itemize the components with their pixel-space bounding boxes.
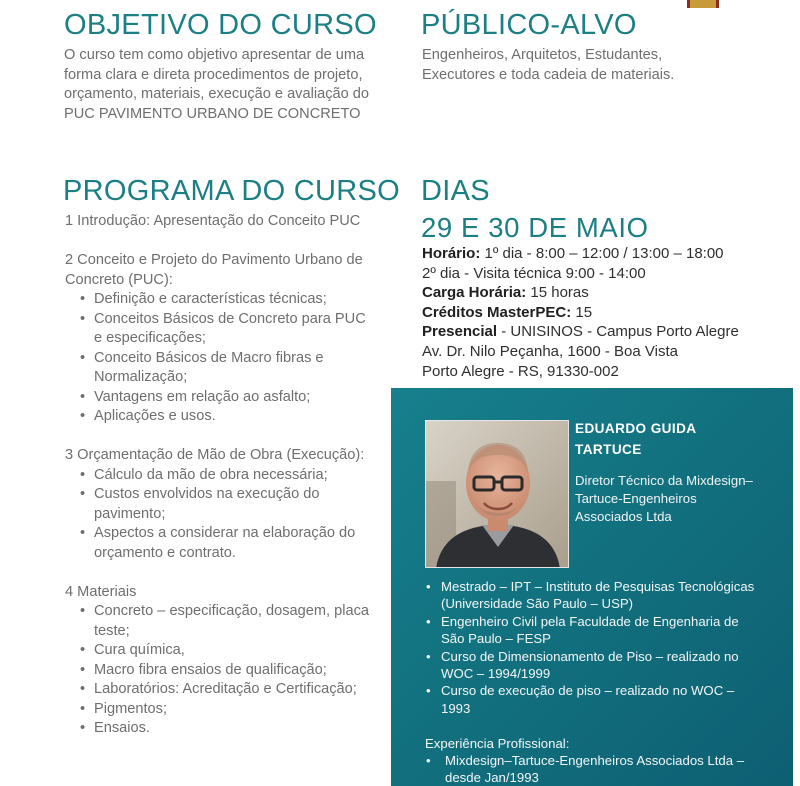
- program-item: • Aplicações e usos.: [65, 407, 375, 427]
- presencial-label: Presencial: [422, 323, 498, 341]
- program-section: [65, 446, 375, 563]
- bookmark-ribbon-icon: [687, 0, 719, 8]
- presencial-value: - UNISINOS - Campus Porto Alegre: [497, 323, 739, 341]
- presencial-line: [422, 322, 739, 342]
- dias-heading: DIAS: [421, 175, 490, 207]
- instructor-portrait-image: [426, 421, 569, 568]
- objetivo-heading: OBJETIVO DO CURSO: [64, 9, 377, 41]
- address-line-1: Av. Dr. Nilo Peçanha, 1600 - Boa Vista: [422, 342, 678, 360]
- credential-item: • Mestrado – IPT – Instituto de Pesquisas Tecnológicas (Universidade São Paulo – USP): [425, 578, 765, 613]
- experience-item: • Mixdesign–Tartuce-Engenheiros Associados Ltda – desde Jan/1993: [425, 752, 770, 786]
- program-section-title: 2 Conceito e Projeto do Pavimento Urbano de Concreto (PUC):: [65, 252, 363, 288]
- address-line-2: Porto Alegre - RS, 91330-002: [422, 362, 619, 380]
- instructor-role: Diretor Técnico da Mixdesign–Tartuce-Engenheiros Associados Ltda: [575, 473, 753, 525]
- horario-label: Horário:: [422, 245, 481, 262]
- credential-item: • Engenheiro Civil pela Faculdade de Engenharia de São Paulo – FESP: [425, 613, 765, 648]
- programa-content: [65, 212, 375, 758]
- program-section-title: 4 Materiais: [65, 583, 137, 600]
- program-item: • Definição e características técnicas;: [65, 290, 375, 310]
- experience-list: [425, 752, 770, 786]
- program-item-list: [65, 466, 375, 564]
- creditos-value: 15: [571, 303, 593, 321]
- program-item: • Cura química,: [65, 641, 375, 661]
- creditos-line: [422, 303, 739, 323]
- program-section: [65, 583, 375, 739]
- instructor-panel: [391, 388, 793, 786]
- program-item: • Aspectos a considerar na elaboração do orçamento e contrato.: [65, 524, 375, 563]
- program-item: • Custos envolvidos na execução do pavimento;: [65, 485, 375, 524]
- program-section-title: 3 Orçamentação de Mão de Obra (Execução):: [65, 447, 365, 463]
- horario-line: [422, 244, 739, 264]
- objetivo-text: O curso tem como objetivo apresentar de uma forma clara e direta procedimentos de projeto, orçamento, materiais, execução e avaliação do PUC PAVIMENTO URBANO DE CONCRETO: [64, 47, 370, 122]
- program-item: • Cálculo da mão de obra necessária;: [65, 466, 375, 486]
- program-item: • Macro fibra ensaios de qualificação;: [65, 661, 375, 681]
- carga-value: 15 horas: [526, 284, 589, 302]
- publico-text: Engenheiros, Arquitetos, Estudantes, Executores e toda cadeia de materiais.: [422, 47, 675, 83]
- programa-heading: PROGRAMA DO CURSO: [63, 175, 401, 207]
- program-item-list: [65, 290, 375, 427]
- instructor-credentials: [425, 578, 765, 717]
- horario-line-2: 2º dia - Visita técnica 9:00 - 14:00: [422, 264, 646, 282]
- credential-item: • Curso de Dimensionamento de Piso – realizado no WOC – 1994/1999: [425, 648, 765, 683]
- program-item: • Laboratórios: Acreditação e Certificação;: [65, 680, 375, 700]
- program-item: • Pigmentos;: [65, 700, 375, 720]
- program-section: [65, 212, 375, 232]
- program-item: • Conceitos Básicos de Concreto para PUC e especificações;: [65, 310, 375, 349]
- program-item: • Conceito Básicos de Macro fibras e Normalização;: [65, 349, 375, 388]
- instructor-name-line-2: TARTUCE: [575, 442, 642, 457]
- instructor-name: [575, 418, 697, 460]
- program-section-title: 1 Introdução: Apresentação do Conceito PUC: [65, 213, 361, 229]
- program-item-list: [65, 602, 375, 739]
- carga-line: [422, 283, 739, 303]
- instructor-name-line-1: EDUARDO GUIDA: [575, 421, 697, 436]
- experience-title: Experiência Profissional:: [425, 736, 570, 751]
- program-section: [65, 251, 375, 427]
- instructor-photo: [425, 420, 569, 568]
- horario-value: 1º dia - 8:00 – 12:00 / 13:00 – 18:00: [480, 245, 724, 262]
- credential-item: • Curso de execução de piso – realizado no WOC – 1993: [425, 682, 765, 717]
- publico-heading: PÚBLICO-ALVO: [421, 9, 637, 41]
- carga-label: Carga Horária:: [422, 284, 527, 302]
- dias-date: 29 E 30 DE MAIO: [421, 212, 649, 243]
- schedule-info: [422, 244, 739, 381]
- program-item: • Concreto – especificação, dosagem, placa teste;: [65, 602, 375, 641]
- program-item: • Ensaios.: [65, 719, 375, 739]
- program-item: • Vantagens em relação ao asfalto;: [65, 388, 375, 408]
- creditos-label: Créditos MasterPEC:: [422, 303, 572, 321]
